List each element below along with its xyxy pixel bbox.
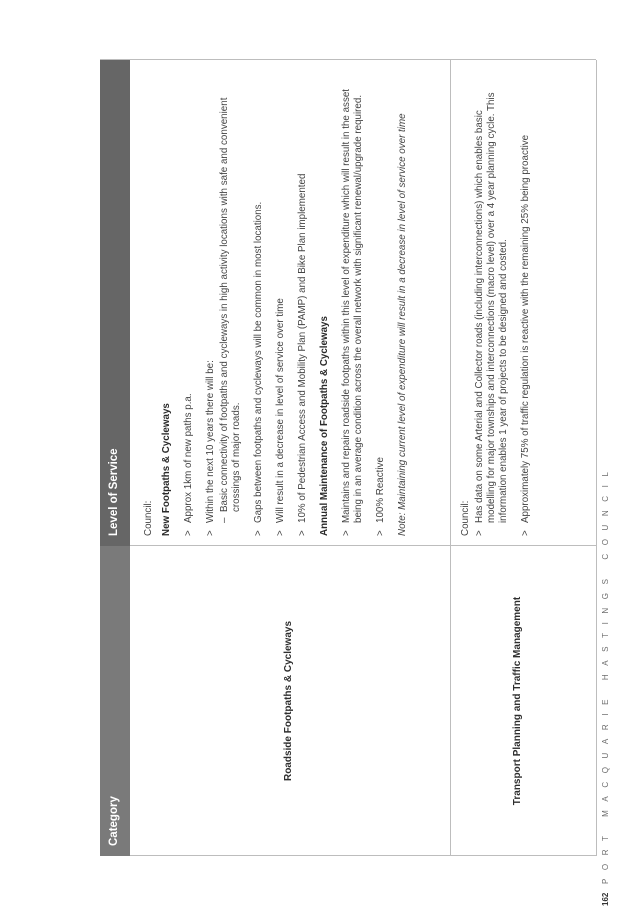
header-level-of-service: Level of Service xyxy=(100,60,130,546)
page-footer xyxy=(599,0,617,906)
list-item: > Will result in a decrease in level of service over time xyxy=(275,298,286,536)
row-divider xyxy=(450,60,451,856)
table-divider-right xyxy=(100,59,596,60)
table-bottom-border xyxy=(596,60,597,856)
list-item: > 100% Reactive xyxy=(375,457,386,536)
list-item: > Approx 1km of new paths p.a. xyxy=(183,393,194,536)
document-title: PORT MACQUARIE HASTINGS COUNCIL xyxy=(601,463,610,884)
level-of-service-transport-planning xyxy=(460,72,542,536)
section-heading: New Footpaths & Cycleways xyxy=(161,403,172,536)
list-item: > Within the next 10 years there will be: xyxy=(205,360,216,536)
section-heading: Annual Maintenance of Footpaths & Cycleways xyxy=(319,316,330,536)
table-divider-mid xyxy=(130,545,596,546)
sub-list-item: – Basic connectivity of footpaths and cycleways in high activity locations with safe and convenient crossings of major roads. xyxy=(219,97,242,523)
list-item: > 10% of Pedestrian Access and Mobility Plan (PAMP) and Bike Plan implemented xyxy=(297,173,308,536)
level-of-service-roadside-footpaths xyxy=(143,72,419,536)
list-item: > Maintains and repairs roadside footpaths within this level of expenditure which will result in the asset being in an average condition across the overall network with significant renewal/upgrade required. xyxy=(341,88,364,536)
intro-text: Council: xyxy=(460,500,471,536)
list-item: > Gaps between footpaths and cycleways will be common in most locations. xyxy=(253,201,264,536)
category-transport-planning: Transport Planning and Traffic Management xyxy=(512,596,523,806)
header-category: Category xyxy=(100,546,130,856)
list-item: > Approximately 75% of traffic regulation is reactive with the remaining 25% being proactive xyxy=(520,134,531,536)
page-number: 162 xyxy=(601,892,610,906)
category-roadside-footpaths: Roadside Footpaths & Cycleways xyxy=(283,620,294,782)
note-text: Note: Maintaining current level of expenditure will result in a decrease in level of service over time xyxy=(397,113,408,536)
list-item: > Has data on some Arterial and Collector roads (including interconnections) which enables basic modelling for major townships and interconnections (macro level) over a 4 year planning cycle. This information enables 1 year of projects to be designed and costed. xyxy=(474,92,509,536)
table-divider-left xyxy=(130,855,596,856)
intro-text: Council: xyxy=(143,500,154,536)
